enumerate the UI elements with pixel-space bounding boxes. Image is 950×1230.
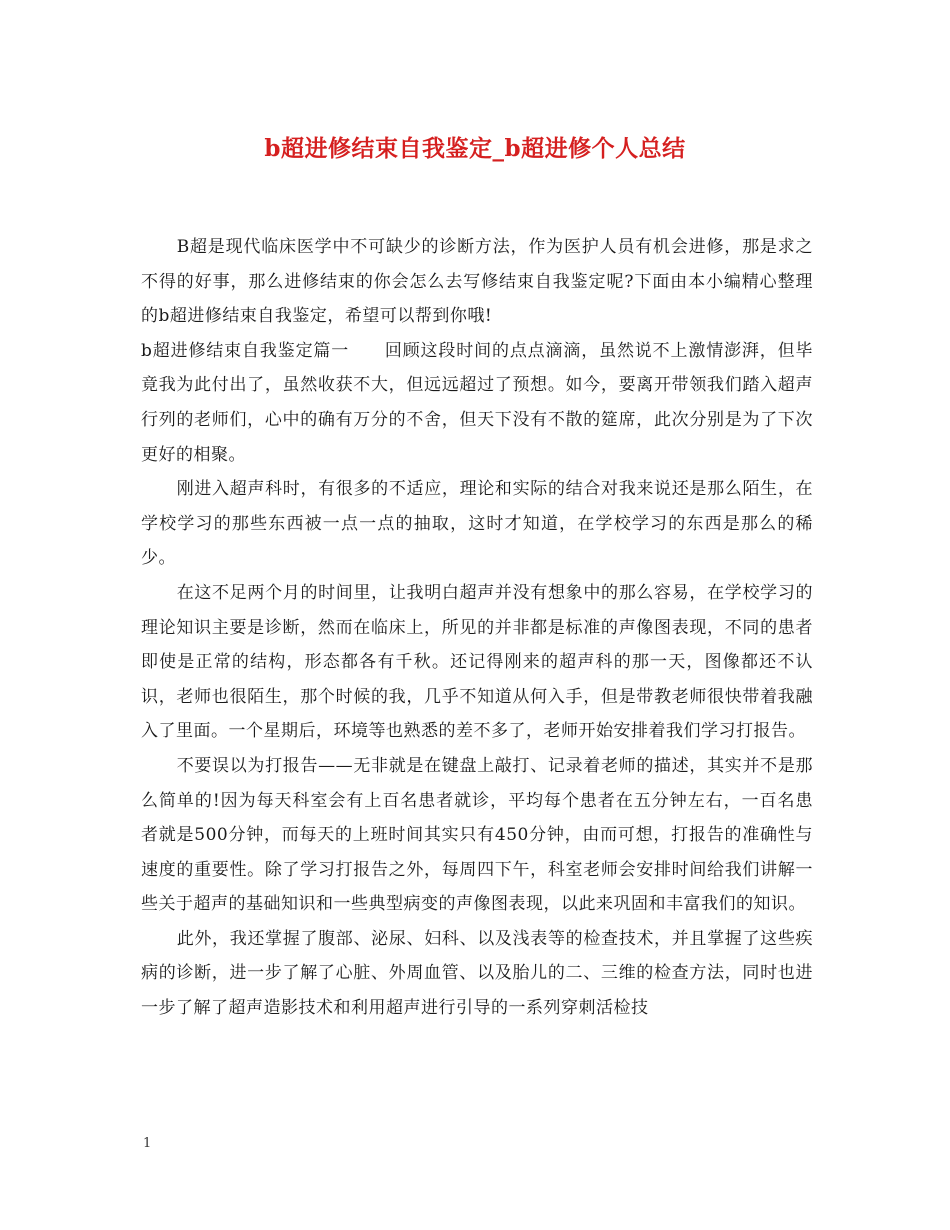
paragraph: 不要误以为打报告——无非就是在键盘上敲打、记录着老师的描述，其实并不是那么简单的!因为每天科室会有上百名患者就诊，平均每个患者在五分钟左右，一百名患者就是500分钟，而每天的上班时间其实只有450分钟，由而可想，打报告的准确性与速度的重要性。除了学习打报告之外，每周四下午，科室老师会安排时间给我们讲解一些关于超声的基础知识和一些典型病变的声像图表现，以此来巩固和丰富我们的知识。 [141, 755, 813, 915]
paragraph-section-one: b超进修结束自我鉴定篇一 回顾这段时间的点点滴滴，虽然说不上激情澎湃，但毕竟我为此付出了，虽然收获不大，但远远超过了预想。如今，要离开带领我们踏入超声行列的老师们，心中的确有万分的不舍，但天下没有不散的筵席，此次分别是为了下次更好的相聚。 [141, 340, 813, 465]
paragraph: 刚进入超声科时，有很多的不适应，理论和实际的结合对我来说还是那么陌生，在学校学习的那些东西被一点一点的抽取，这时才知道，在学校学习的东西是那么的稀少。 [141, 479, 813, 569]
paragraph: 在这不足两个月的时间里，让我明白超声并没有想象中的那么容易，在学校学习的理论知识主要是诊断，然而在临床上，所见的并非都是标准的声像图表现，不同的患者即使是正常的结构，形态都各有千秋。还记得刚来的超声科的那一天，图像都还不认识，老师也很陌生，那个时候的我，几乎不知道从何入手，但是带教老师很快带着我融入了里面。一个星期后，环境等也熟悉的差不多了，老师开始安排着我们学习打报告。 [141, 582, 813, 742]
paragraph-intro: B超是现代临床医学中不可缺少的诊断方法，作为医护人员有机会进修，那是求之不得的好事，那么进修结束的你会怎么去写修结束自我鉴定呢?下面由本小编精心整理的b超进修结束自我鉴定，希望可以帮到你哦! [141, 237, 813, 327]
document-body [141, 230, 813, 1026]
paragraph: 此外，我还掌握了腹部、泌尿、妇科、以及浅表等的检查技术，并且掌握了这些疾病的诊断，进一步了解了心脏、外周血管、以及胎儿的二、三维的检查方法，同时也进一步了解了超声造影技术和利用超声进行引导的一系列穿刺活检技 [141, 928, 813, 1019]
page-number: 1 [143, 1136, 152, 1151]
document-title: b超进修结束自我鉴定_b超进修个人总结 [264, 135, 686, 162]
